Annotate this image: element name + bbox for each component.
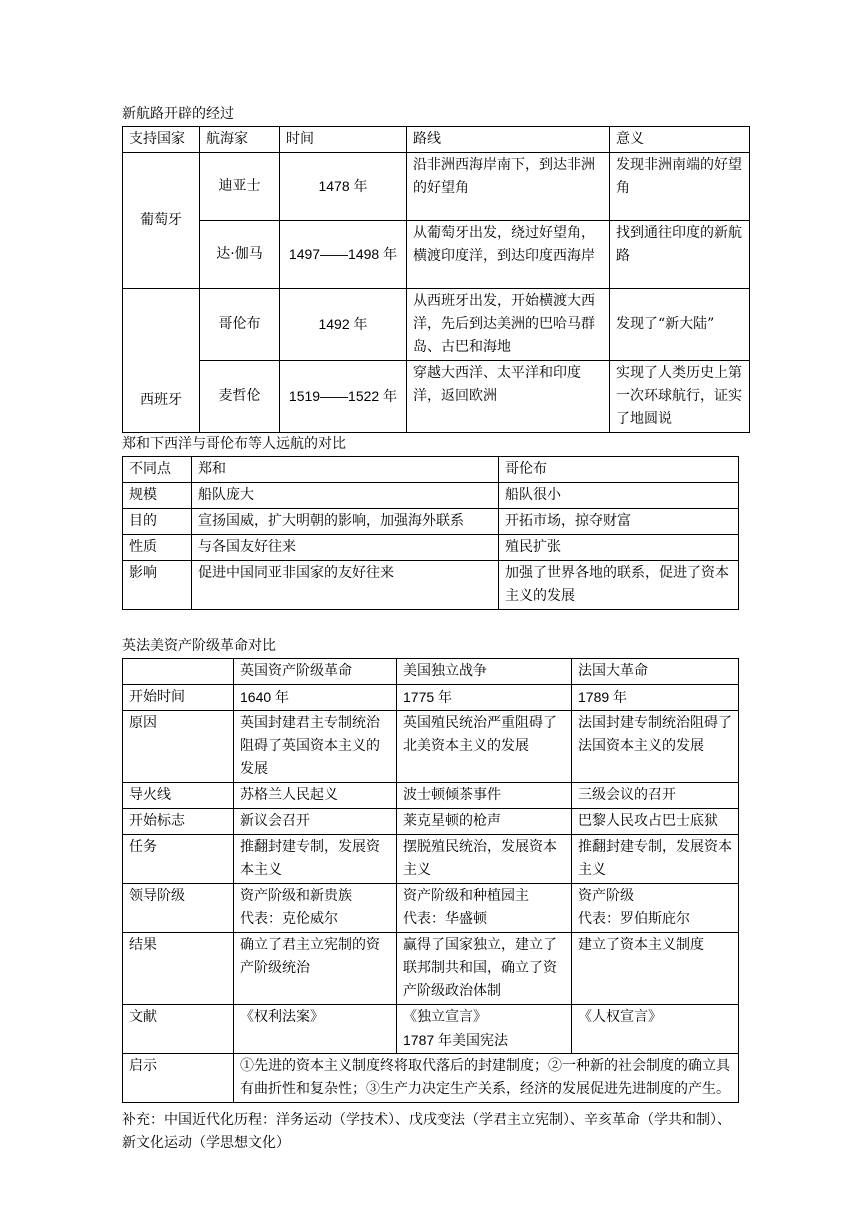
row-label: 开始时间 (123, 685, 234, 711)
meaning-cell: 发现了“新大陆” (610, 289, 750, 361)
table-row (123, 809, 739, 835)
section2-caption: 郑和下西洋与哥伦布等人远航的对比 (122, 436, 346, 452)
header-cell (123, 659, 234, 685)
supplement-note: 补充：中国近代化历程：洋务运动（学技术）、戊戌变法（学君主立宪制）、辛亥革命（学共和制）、新文化运动（学思想文化） (122, 1112, 731, 1151)
uk-cell: 英国封建君主专制统治阻碍了英国资本主义的发展 (234, 711, 397, 783)
meaning-cell: 实现了人类历史上第一次环球航行，证实了地圆说 (610, 361, 750, 433)
fr-class: 资产阶级 (578, 888, 634, 904)
columbus-cell: 加强了世界各地的联系，促进了资本主义的发展 (499, 561, 739, 610)
row-label: 影响 (123, 561, 192, 610)
row-label: 原因 (123, 711, 234, 783)
us-constitution: 1787 年美国宪法 (403, 1032, 509, 1048)
row-label: 结果 (123, 933, 234, 1005)
fr-cell: 1789 年 (572, 685, 739, 711)
route-cell: 穿越大西洋、太平洋和印度洋，返回欧洲 (407, 361, 610, 433)
header-cell: 哥伦布 (499, 457, 739, 483)
header-cell: 路线 (407, 127, 610, 153)
table-header-row (123, 457, 739, 483)
route-cell: 沿非洲西海岸南下，到达非洲的好望角 (407, 153, 610, 221)
header-cell: 美国独立战争 (397, 659, 572, 685)
time-cell: 1492 年 (280, 289, 407, 361)
table-header-row (123, 659, 739, 685)
uk-cell: 1640 年 (234, 685, 397, 711)
table-row (123, 289, 750, 361)
table-header-row (123, 127, 750, 153)
us-class: 资产阶级和种植园主 (403, 888, 529, 904)
us-representative: 代表：华盛顿 (403, 911, 487, 927)
inspiration-cell: ①先进的资本主义制度终将取代落后的封建制度；②一种新的社会制度的确立具有曲折性和复杂性；③生产力决定生产关系，经济的发展促进先进制度的产生。 (234, 1054, 739, 1103)
fr-representative: 代表：罗伯斯庇尔 (578, 911, 690, 927)
row-label: 开始标志 (123, 809, 234, 835)
table-row (123, 1054, 739, 1103)
new-route-table (122, 126, 750, 433)
table-row (123, 535, 739, 561)
table-row (123, 884, 739, 933)
row-label: 性质 (123, 535, 192, 561)
time-cell: 1519——1522 年 (280, 361, 407, 433)
us-cell (397, 1005, 572, 1054)
row-label: 领导阶级 (123, 884, 234, 933)
uk-cell: 推翻封建专制，发展资本主义 (234, 835, 397, 884)
time-cell: 1478 年 (280, 153, 407, 221)
header-cell: 不同点 (123, 457, 192, 483)
zhenghe-cell: 宣扬国威，扩大明朝的影响，加强海外联系 (192, 509, 499, 535)
header-cell: 英国资产阶级革命 (234, 659, 397, 685)
country-cell: 葡萄牙 (123, 153, 200, 289)
fr-cell: 推翻封建专制，发展资本主义 (572, 835, 739, 884)
time-cell: 1497——1498 年 (280, 221, 407, 289)
table-row (123, 483, 739, 509)
fr-cell: 《人权宣言》 (572, 1005, 739, 1054)
row-label: 任务 (123, 835, 234, 884)
table-row (123, 933, 739, 1005)
columbus-cell: 船队很小 (499, 483, 739, 509)
table-row (123, 835, 739, 884)
header-cell: 法国大革命 (572, 659, 739, 685)
table-row (123, 1005, 739, 1054)
row-label: 导火线 (123, 783, 234, 809)
table-row (123, 685, 739, 711)
navigator-cell: 麦哲伦 (200, 361, 280, 433)
route-cell: 从葡萄牙出发，绕过好望角，横渡印度洋，到达印度西海岸 (407, 221, 610, 289)
country-cell: 西班牙 (123, 289, 200, 433)
us-cell: 波士顿倾茶事件 (397, 783, 572, 809)
uk-cell: 新议会召开 (234, 809, 397, 835)
us-cell: 莱克星顿的枪声 (397, 809, 572, 835)
us-cell: 摆脱殖民统治，发展资本主义 (397, 835, 572, 884)
fr-cell (572, 884, 739, 933)
fr-cell: 法国封建专制统治阻碍了法国资本主义的发展 (572, 711, 739, 783)
uk-cell: 《权利法案》 (234, 1005, 397, 1054)
header-cell: 时间 (280, 127, 407, 153)
fr-cell: 三级会议的召开 (572, 783, 739, 809)
header-cell: 航海家 (200, 127, 280, 153)
table-row (123, 361, 750, 433)
section3-caption: 英法美资产阶级革命对比 (122, 638, 276, 654)
zhenghe-cell: 与各国友好往来 (192, 535, 499, 561)
row-label: 目的 (123, 509, 192, 535)
header-cell: 支持国家 (123, 127, 200, 153)
zhenghe-cell: 促进中国同亚非国家的友好往来 (192, 561, 499, 610)
table-row (123, 153, 750, 221)
revolution-table (122, 658, 739, 1103)
comparison-table (122, 456, 739, 610)
uk-representative: 代表：克伦威尔 (240, 911, 338, 927)
table-row (123, 711, 739, 783)
navigator-cell: 哥伦布 (200, 289, 280, 361)
us-cell: 赢得了国家独立，建立了联邦制共和国，确立了资产阶级政治体制 (397, 933, 572, 1005)
navigator-cell: 迪亚士 (200, 153, 280, 221)
navigator-cell: 达·伽马 (200, 221, 280, 289)
section1-caption: 新航路开辟的经过 (122, 106, 234, 122)
us-declaration: 《独立宣言》 (403, 1009, 487, 1025)
fr-cell: 巴黎人民攻占巴士底狱 (572, 809, 739, 835)
row-label: 文献 (123, 1005, 234, 1054)
table-row (123, 561, 739, 610)
route-cell: 从西班牙出发，开始横渡大西洋，先后到达美洲的巴哈马群岛、古巴和海地 (407, 289, 610, 361)
columbus-cell: 开拓市场，掠夺财富 (499, 509, 739, 535)
table-row (123, 221, 750, 289)
us-cell (397, 884, 572, 933)
row-label: 启示 (123, 1054, 234, 1103)
uk-cell: 确立了君主立宪制的资产阶级统治 (234, 933, 397, 1005)
table-row (123, 509, 739, 535)
us-cell: 1775 年 (397, 685, 572, 711)
meaning-cell: 发现非洲南端的好望角 (610, 153, 750, 221)
header-cell: 郑和 (192, 457, 499, 483)
uk-cell: 苏格兰人民起义 (234, 783, 397, 809)
uk-class: 资产阶级和新贵族 (240, 888, 352, 904)
row-label: 规模 (123, 483, 192, 509)
uk-cell (234, 884, 397, 933)
fr-cell: 建立了资本主义制度 (572, 933, 739, 1005)
header-cell: 意义 (610, 127, 750, 153)
meaning-cell: 找到通往印度的新航路 (610, 221, 750, 289)
columbus-cell: 殖民扩张 (499, 535, 739, 561)
table-row (123, 783, 739, 809)
zhenghe-cell: 船队庞大 (192, 483, 499, 509)
document-page (122, 104, 742, 1155)
us-cell: 英国殖民统治严重阻碍了北美资本主义的发展 (397, 711, 572, 783)
